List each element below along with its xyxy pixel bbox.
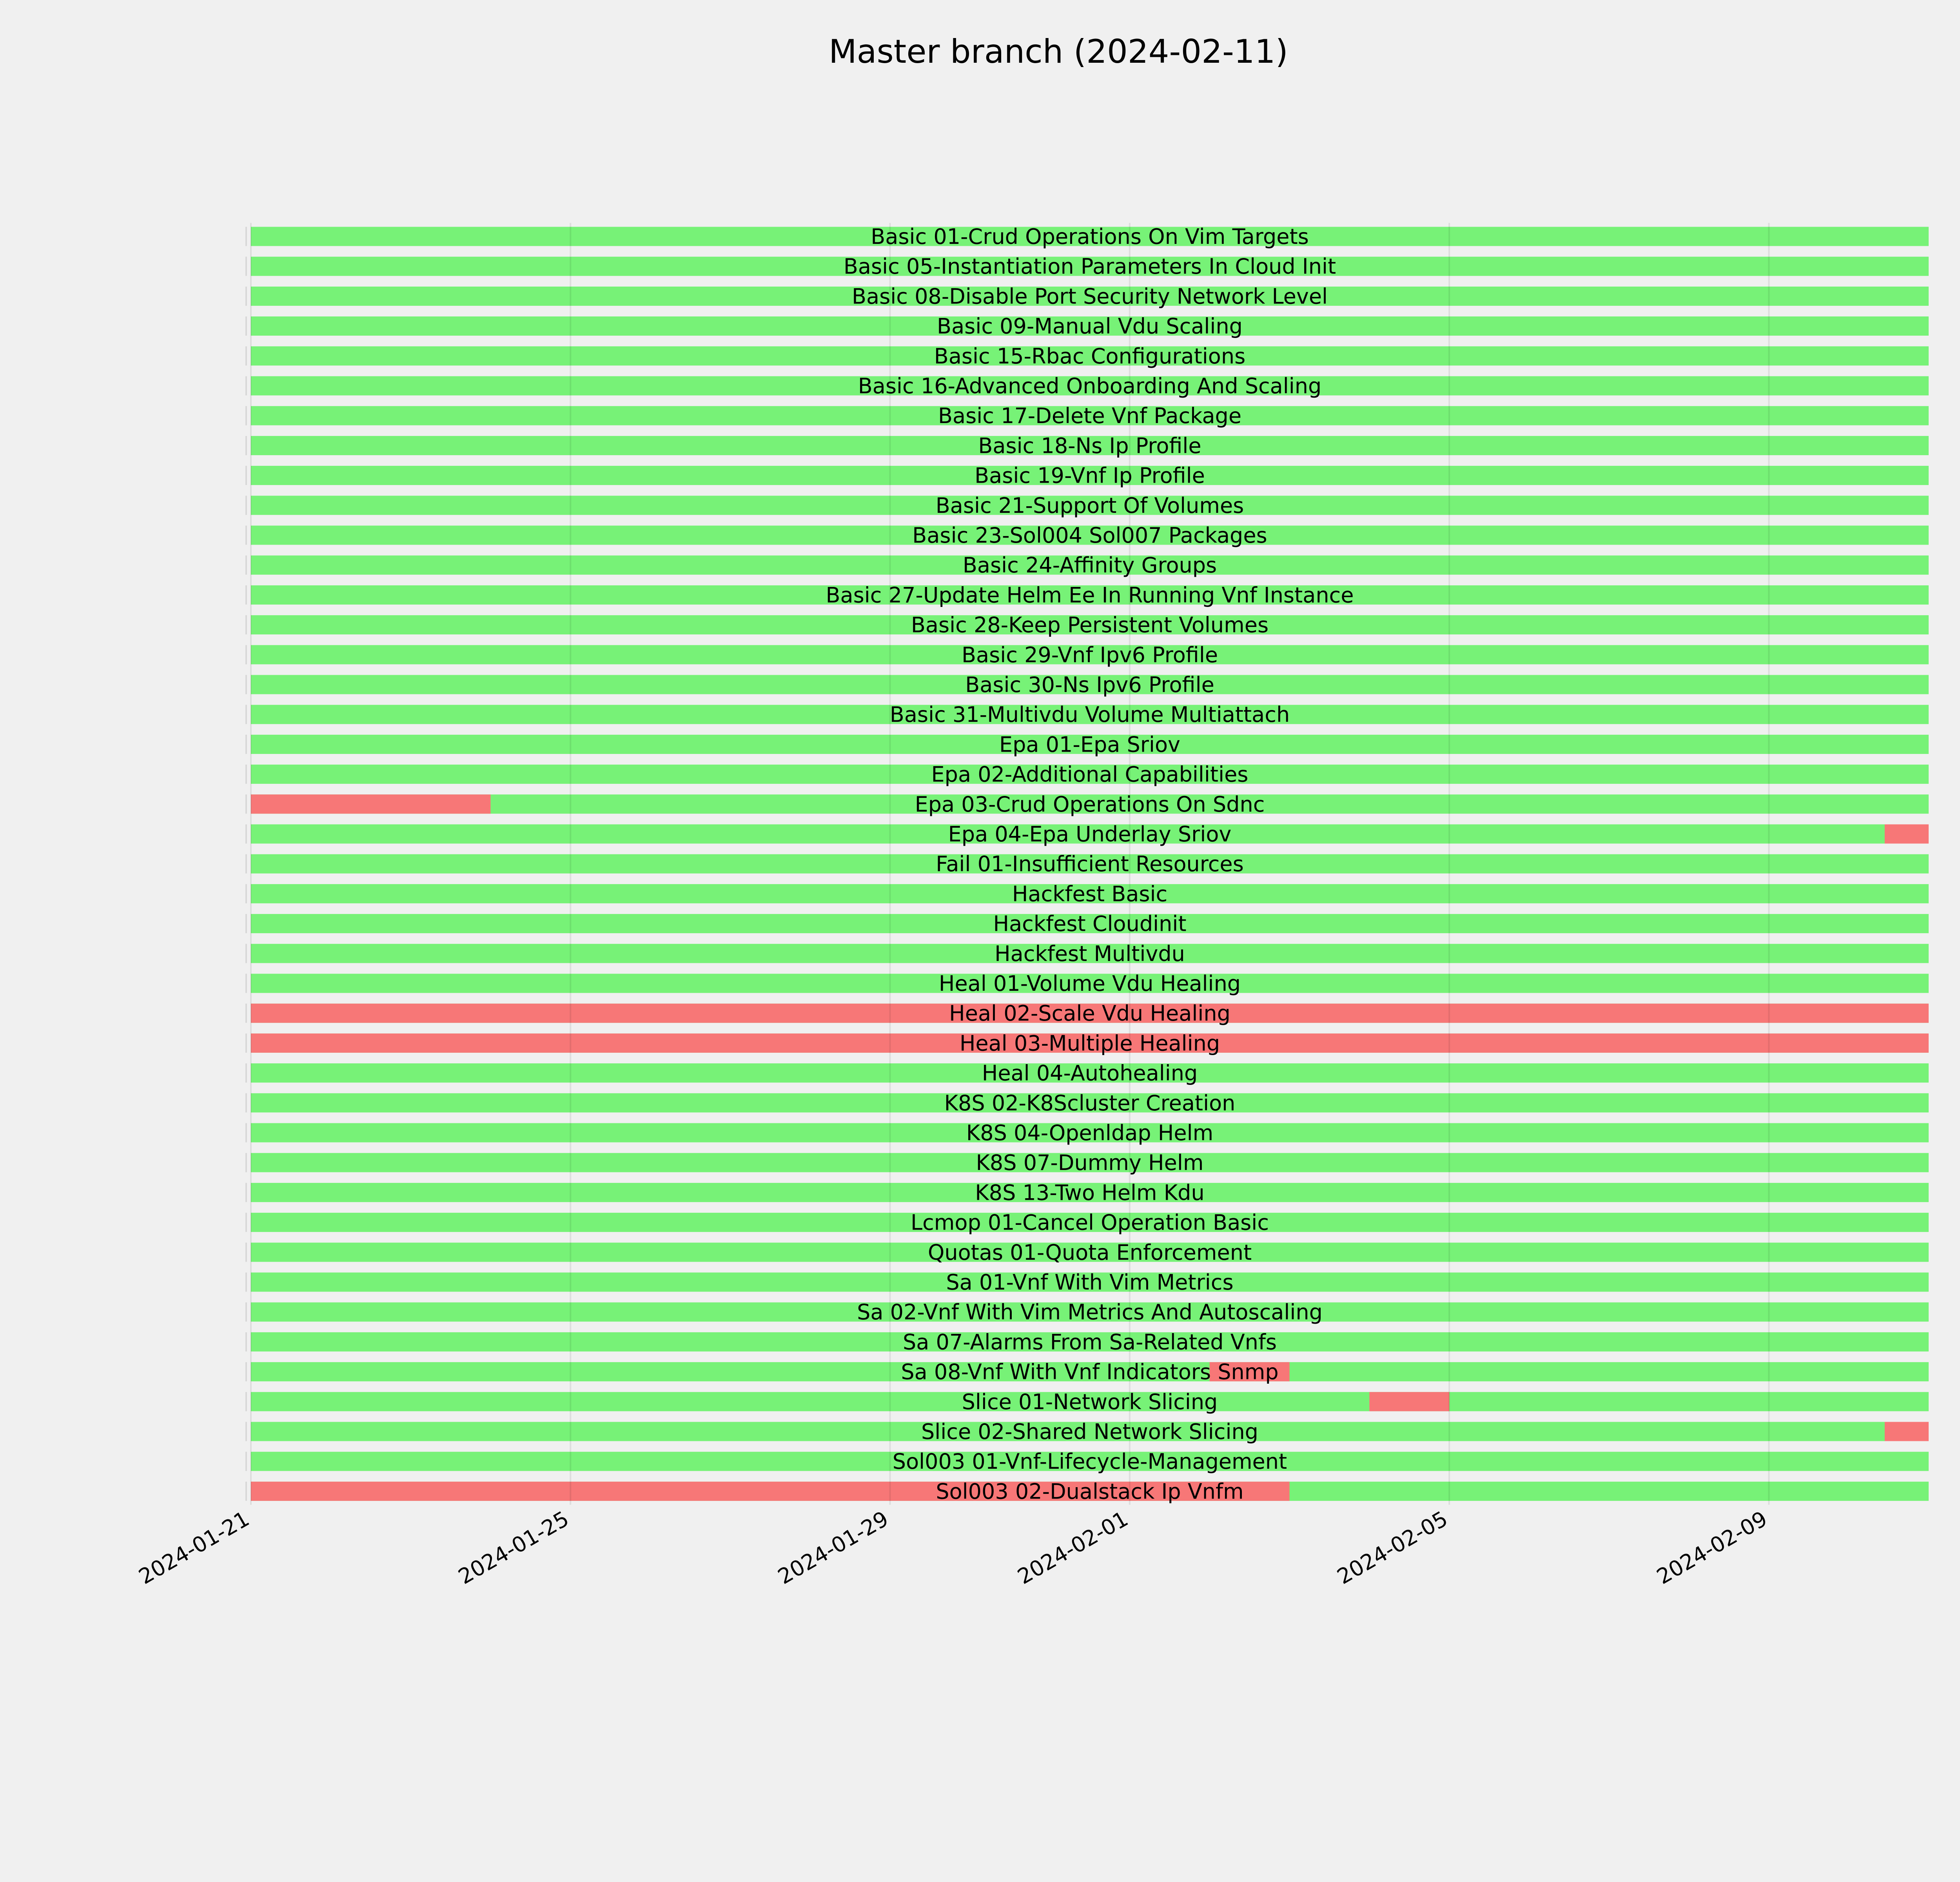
- test-row: [245, 1121, 1929, 1145]
- test-row: [245, 702, 1929, 727]
- fail-bar: [251, 794, 490, 814]
- test-row: [245, 762, 1929, 787]
- test-label: Epa 04-Epa Underlay Sriov: [948, 822, 1232, 847]
- row-marker: [245, 825, 247, 844]
- test-row: [245, 583, 1929, 607]
- row-marker: [245, 705, 247, 724]
- row-marker: [245, 1183, 247, 1202]
- test-label: Basic 29-Vnf Ipv6 Profile: [961, 642, 1218, 667]
- test-label: Basic 08-Disable Port Security Network Level: [851, 284, 1328, 309]
- x-tick-label: 2024-02-01: [1013, 1506, 1132, 1590]
- row-marker: [245, 1482, 247, 1501]
- test-label: Heal 03-Multiple Healing: [959, 1031, 1220, 1056]
- test-row: [245, 1180, 1929, 1205]
- row-marker: [245, 526, 247, 545]
- row-marker: [245, 794, 247, 814]
- test-row: [245, 523, 1929, 548]
- row-marker: [245, 376, 247, 396]
- x-tick-label: 2024-01-25: [454, 1506, 573, 1590]
- test-label: Basic 05-Instantiation Parameters In Cloud Init: [843, 254, 1336, 279]
- test-row: [245, 852, 1929, 876]
- test-row: [245, 493, 1929, 518]
- test-row: [245, 1150, 1929, 1175]
- test-row: [245, 463, 1929, 488]
- test-row: [245, 1001, 1929, 1026]
- test-label: Basic 18-Ns Ip Profile: [978, 433, 1201, 458]
- test-label: Slice 01-Network Slicing: [962, 1389, 1218, 1414]
- test-row: [245, 1449, 1929, 1474]
- test-row: [245, 254, 1929, 279]
- row-marker: [245, 1063, 247, 1083]
- test-label: Sol003 02-Dualstack Ip Vnfm: [936, 1479, 1244, 1504]
- test-label: Heal 01-Volume Vdu Healing: [938, 971, 1241, 996]
- test-label: Hackfest Basic: [1012, 881, 1168, 906]
- test-row: [245, 1300, 1929, 1324]
- row-marker: [245, 884, 247, 903]
- test-label: Basic 09-Manual Vdu Scaling: [937, 314, 1243, 339]
- test-row: [245, 374, 1929, 398]
- test-row: [245, 1210, 1929, 1235]
- test-label: Basic 17-Delete Vnf Package: [938, 403, 1242, 429]
- test-row: [245, 344, 1929, 369]
- row-marker: [245, 1392, 247, 1411]
- test-label: Slice 02-Shared Network Slicing: [921, 1419, 1258, 1444]
- row-marker: [245, 1123, 247, 1143]
- test-label: Basic 19-Vnf Ip Profile: [975, 463, 1205, 488]
- test-label: Basic 23-Sol004 Sol007 Packages: [912, 523, 1267, 548]
- test-label: Epa 01-Epa Sriov: [999, 732, 1180, 757]
- test-row: [245, 1240, 1929, 1265]
- test-row: [245, 613, 1929, 638]
- test-row: [245, 553, 1929, 578]
- row-marker: [245, 914, 247, 933]
- row-marker: [245, 1362, 247, 1381]
- test-row: [245, 912, 1929, 936]
- test-row: [245, 1479, 1929, 1504]
- test-row: [245, 971, 1929, 996]
- x-tick-label: 2024-01-29: [773, 1506, 893, 1590]
- test-row: [245, 1270, 1929, 1295]
- test-label: Basic 28-Keep Persistent Volumes: [911, 612, 1269, 638]
- fail-bar: [1885, 825, 1929, 844]
- row-marker: [245, 1004, 247, 1023]
- test-label: Basic 31-Multivdu Volume Multiattach: [889, 702, 1290, 727]
- test-row: [245, 672, 1929, 697]
- test-row: [245, 1419, 1929, 1444]
- test-label: Sa 02-Vnf With Vim Metrics And Autoscaling: [857, 1300, 1323, 1325]
- test-label: Hackfest Multivdu: [995, 941, 1185, 966]
- test-bars: [245, 224, 1929, 1504]
- chart-title: Master branch (2024-02-11): [829, 33, 1288, 71]
- test-row: [245, 1390, 1929, 1414]
- x-tick-label: 2024-02-09: [1652, 1506, 1771, 1590]
- x-axis-ticks: [134, 1506, 1771, 1589]
- row-marker: [245, 496, 247, 515]
- test-row: [245, 1330, 1929, 1354]
- row-marker: [245, 227, 247, 246]
- test-label: Basic 27-Update Helm Ee In Running Vnf Instance: [826, 583, 1354, 608]
- test-label: Basic 01-Crud Operations On Vim Targets: [871, 224, 1309, 249]
- test-row: [245, 941, 1929, 966]
- test-row: [245, 792, 1929, 817]
- row-marker: [245, 615, 247, 634]
- test-row: [245, 314, 1929, 339]
- test-label: Basic 16-Advanced Onboarding And Scaling: [858, 374, 1322, 398]
- test-label: Basic 15-Rbac Configurations: [934, 343, 1246, 369]
- row-marker: [245, 974, 247, 993]
- row-marker: [245, 287, 247, 306]
- test-label: Sa 01-Vnf With Vim Metrics: [946, 1270, 1234, 1295]
- test-row: [245, 1360, 1929, 1384]
- test-label: Basic 30-Ns Ipv6 Profile: [965, 672, 1214, 697]
- row-marker: [245, 765, 247, 784]
- test-row: [245, 1091, 1929, 1115]
- test-label: Basic 21-Support Of Volumes: [935, 493, 1244, 518]
- test-label: Hackfest Cloudinit: [993, 911, 1187, 936]
- test-label: K8S 07-Dummy Helm: [976, 1150, 1204, 1175]
- x-tick-label: 2024-02-05: [1333, 1506, 1452, 1590]
- test-label: Basic 24-Affinity Groups: [962, 553, 1217, 578]
- fail-bar: [1369, 1392, 1449, 1411]
- fail-bar: [1885, 1422, 1929, 1441]
- x-tick-label: 2024-01-21: [134, 1506, 254, 1590]
- row-marker: [245, 1332, 247, 1352]
- row-marker: [245, 466, 247, 485]
- row-marker: [245, 316, 247, 336]
- test-label: Epa 03-Crud Operations On Sdnc: [915, 792, 1265, 817]
- test-label: K8S 13-Two Helm Kdu: [975, 1180, 1205, 1205]
- row-marker: [245, 1303, 247, 1322]
- row-marker: [245, 346, 247, 365]
- test-row: [245, 1031, 1929, 1055]
- test-label: Heal 02-Scale Vdu Healing: [949, 1001, 1230, 1026]
- test-row: [245, 224, 1929, 249]
- row-marker: [245, 1093, 247, 1112]
- test-row: [245, 822, 1929, 847]
- test-row: [245, 284, 1929, 309]
- test-row: [245, 1061, 1929, 1086]
- test-label: Lcmop 01-Cancel Operation Basic: [910, 1210, 1269, 1235]
- row-marker: [245, 556, 247, 575]
- test-row: [245, 881, 1929, 906]
- test-label: Quotas 01-Quota Enforcement: [927, 1240, 1252, 1265]
- row-marker: [245, 585, 247, 605]
- test-label: Sol003 01-Vnf-Lifecycle-Management: [892, 1449, 1287, 1474]
- test-row: [245, 643, 1929, 667]
- row-marker: [245, 1243, 247, 1262]
- row-marker: [245, 735, 247, 754]
- row-marker: [245, 1034, 247, 1053]
- test-label: Epa 02-Additional Capabilities: [931, 762, 1249, 787]
- test-row: [245, 732, 1929, 757]
- row-marker: [245, 944, 247, 963]
- row-marker: [245, 675, 247, 694]
- row-marker: [245, 436, 247, 455]
- row-marker: [245, 257, 247, 276]
- row-marker: [245, 1273, 247, 1292]
- row-marker: [245, 1422, 247, 1441]
- row-marker: [245, 854, 247, 874]
- test-label: K8S 04-Openldap Helm: [966, 1121, 1214, 1145]
- row-marker: [245, 1452, 247, 1471]
- row-marker: [245, 1153, 247, 1172]
- test-label: Heal 04-Autohealing: [982, 1061, 1198, 1086]
- test-label: Fail 01-Insufficient Resources: [936, 852, 1244, 877]
- test-row: [245, 433, 1929, 458]
- test-label: K8S 02-K8Scluster Creation: [944, 1090, 1236, 1115]
- test-label: Sa 08-Vnf With Vnf Indicators Snmp: [901, 1359, 1279, 1384]
- test-label: Sa 07-Alarms From Sa-Related Vnfs: [902, 1330, 1277, 1355]
- row-marker: [245, 1213, 247, 1232]
- row-marker: [245, 406, 247, 425]
- row-marker: [245, 645, 247, 664]
- test-row: [245, 403, 1929, 428]
